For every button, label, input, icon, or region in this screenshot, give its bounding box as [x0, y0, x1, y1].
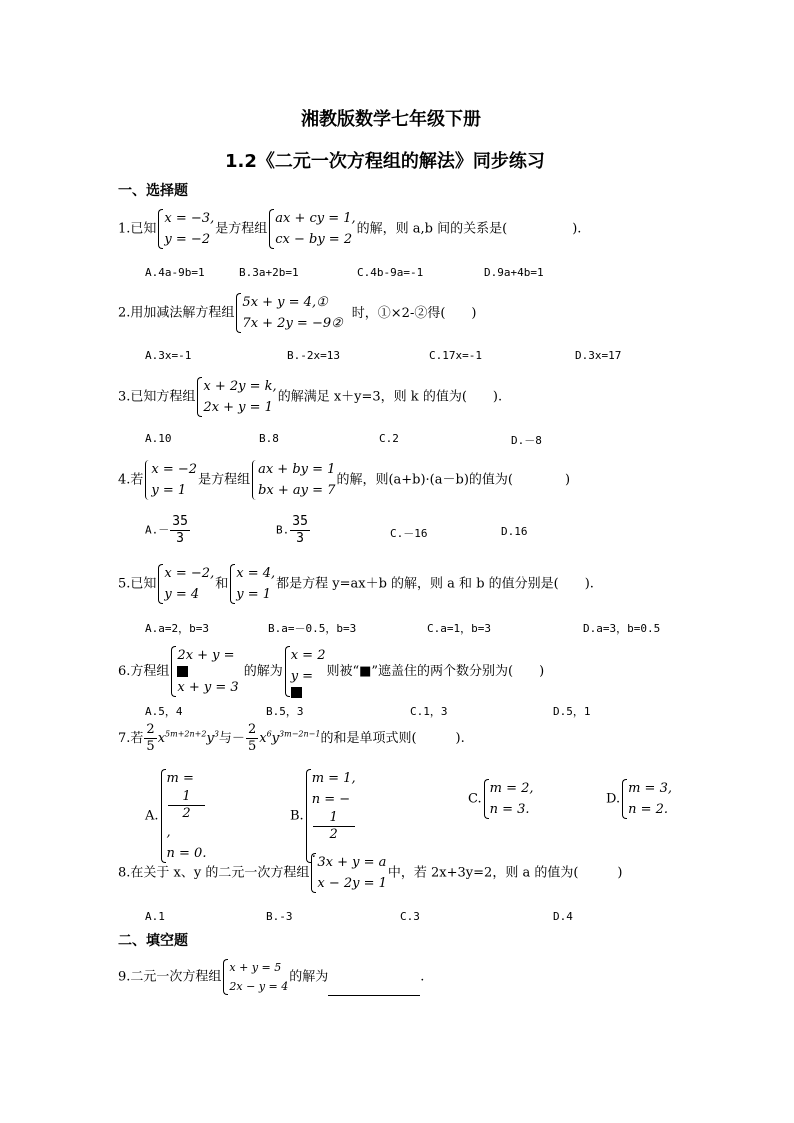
solution-brace: m = 1, n = − 1 2 . — [305, 768, 356, 864]
option-a: A.5，4 — [145, 705, 183, 718]
option-b: B. m = 1, n = − 1 2 . — [290, 768, 357, 864]
option-a: A.a=2，b=3 — [145, 622, 209, 635]
option-c: C.2 — [379, 432, 399, 445]
option-c: C.1，3 — [410, 705, 448, 718]
option-c: C.a=1，b=3 — [427, 622, 491, 635]
solution-brace: x = −2 y = 1 — [144, 459, 197, 501]
option-d: D.a=3，b=0.5 — [583, 622, 661, 635]
document-subtitle: 1.2《二元一次方程组的解法》同步练习 — [225, 151, 545, 172]
question-2: 2.用加减法解方程组 5x + y = 4,① 7x + 2y = −9② 时，①×2-②得( ) — [118, 292, 476, 334]
option-b: B.-3 — [266, 910, 293, 923]
answer-blank[interactable] — [328, 982, 420, 996]
option-c: C.4b-9a=-1 — [357, 266, 424, 279]
option-b: B. $\frac{35}{3}$ — [276, 514, 308, 546]
equation-system: 3x + y = a x − 2y = 1 — [310, 852, 387, 894]
equation-system: x + y = 5 2x − y = 4 — [222, 958, 288, 996]
option-c: C. m = 2, n = 3. — [468, 778, 535, 820]
option-b: B.-2x=13 — [287, 349, 340, 362]
solution-brace: m = 1 2 , n = 0. — [160, 768, 207, 864]
option-c: C.－16 — [390, 527, 428, 540]
option-b: B.8 — [259, 432, 279, 445]
option-d: D. m = 3, n = 2. — [606, 778, 673, 820]
option-c: C.3 — [400, 910, 420, 923]
question-3: 3.已知方程组 x + 2y = k, 2x + y = 1 的解满足 x＋y=3，则 k 的值为( ). — [118, 376, 502, 418]
covered-square-icon — [291, 687, 302, 698]
document-title: 湘教版数学七年级下册 — [301, 109, 481, 130]
question-4: 4.若 x = −2 y = 1 是方程组 ax + by = 1 bx + ay = 7 的解，则(a+b)·(a－b)的值为( ) — [118, 459, 570, 501]
covered-square-icon — [177, 666, 188, 677]
option-a: A.3x=-1 — [145, 349, 192, 362]
solution-brace: m = 3, n = 2. — [621, 778, 672, 820]
option-d: D.5，1 — [553, 705, 591, 718]
option-a: A. m = 1 2 , n = 0. — [145, 768, 207, 864]
equation-system: ax + by = 1 bx + ay = 7 — [251, 459, 335, 501]
option-b: B.3a+2b=1 — [239, 266, 299, 279]
solution-brace: x = −2, y = 4 — [157, 563, 214, 605]
question-number: 1. — [118, 221, 131, 237]
option-a: A.－ $\frac{35}{3}$ — [145, 514, 188, 546]
solution-brace: x = 4, y = 1 — [229, 563, 275, 605]
question-6: 6.方程组 2x + y = x + y = 3 的解为 x = 2 y = 则被“■”遮盖住的两个数分别为( ) — [118, 645, 544, 698]
question-1: 1.已知 x = −3, y = −2 是方程组 ax + cy = 1, cx − by = 2 的解，则 a,b 间的关系是( ). — [118, 208, 581, 250]
fraction: $\frac{2}{5}$ — [146, 722, 155, 754]
fraction: $\frac{35}{3}$ — [172, 514, 188, 546]
question-7: 7.若 $\frac{2}{5}$ $x^{5m+2n+2}y^3$与－ $\frac{2}{5}$ $x^6y^{3m-2n-1}$的和是单项式则( ). — [118, 722, 465, 754]
solution-brace: m = 2, n = 3. — [483, 778, 534, 820]
option-b: B.a=－0.5，b=3 — [268, 622, 357, 635]
option-b: B.5，3 — [266, 705, 304, 718]
fraction: $\frac{35}{3}$ — [292, 514, 308, 546]
option-d: D.－8 — [511, 434, 542, 447]
option-c: C.17x=-1 — [429, 349, 482, 362]
question-8: 8.在关于 x、y 的二元一次方程组 3x + y = a x − 2y = 1 中，若 2x+3y=2，则 a 的值为( ) — [118, 852, 622, 894]
question-5: 5.已知 x = −2, y = 4 和 x = 4, y = 1 都是方程 y=ax＋b 的解，则 a 和 b 的值分别是( ). — [118, 563, 594, 605]
fraction: $\frac{2}{5}$ — [247, 722, 257, 754]
question-9: 9.二元一次方程组 x + y = 5 2x − y = 4 的解为 . — [118, 958, 424, 996]
equation-system: 5x + y = 4,① 7x + 2y = −9② — [235, 292, 342, 334]
section-heading-choice: 一、选择题 — [118, 183, 188, 199]
option-d: D.3x=17 — [575, 349, 622, 362]
equation-system: ax + cy = 1, cx − by = 2 — [268, 208, 355, 250]
option-d: D.9a+4b=1 — [484, 266, 544, 279]
option-a: A.10 — [145, 432, 172, 445]
option-d: D.4 — [553, 910, 573, 923]
solution-brace: x = −3, y = −2 — [157, 208, 214, 250]
option-a: A.4a-9b=1 — [145, 266, 205, 279]
solution-brace: x = 2 y = — [284, 645, 326, 698]
section-heading-fill: 二、填空题 — [118, 933, 188, 949]
equation-system: x + 2y = k, 2x + y = 1 — [196, 376, 276, 418]
equation-system: 2x + y = x + y = 3 — [170, 645, 238, 698]
option-a: A.1 — [145, 910, 165, 923]
option-d: D.16 — [501, 525, 528, 538]
